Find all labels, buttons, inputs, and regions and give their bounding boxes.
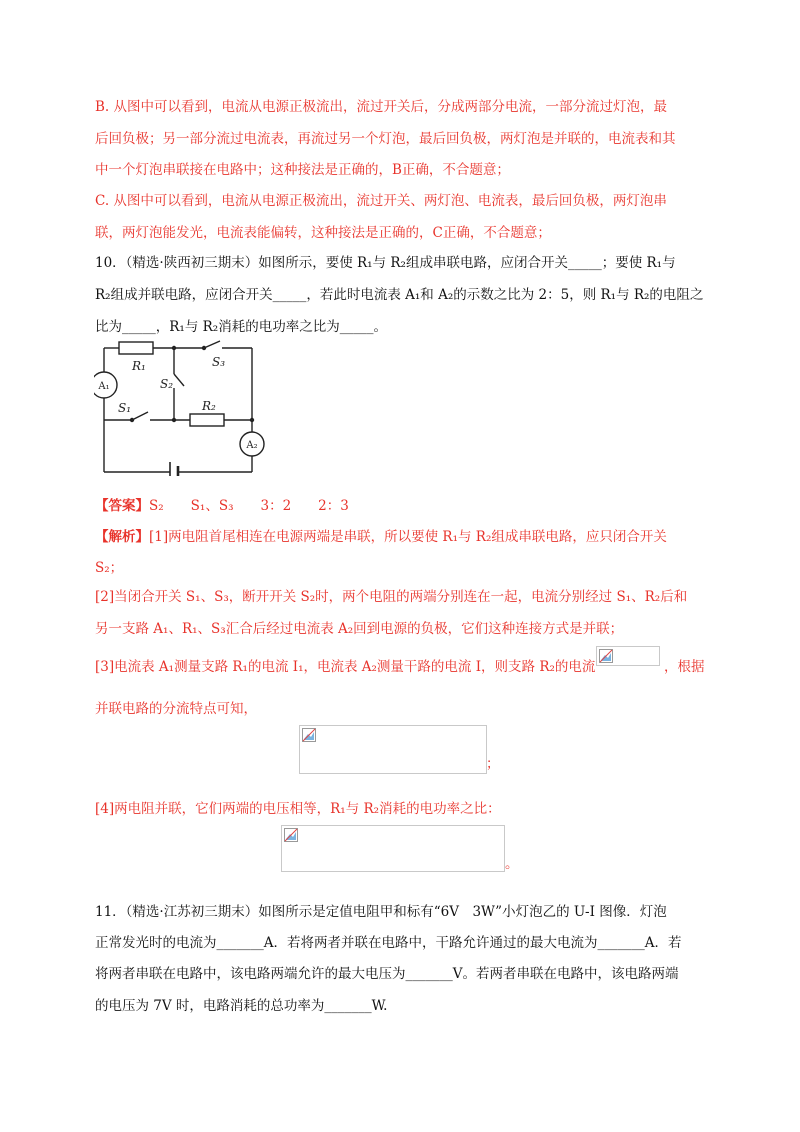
analysis-tag: 【解析】: [95, 529, 149, 545]
analysis-p2-line2: 另一支路 A₁、R₁、S₃汇合后经过电流表 A₂回到电源的负极，它们这种连接方式是并联；: [95, 621, 624, 637]
analysis-p3-line1a: [3]电流表 A₁测量支路 R₁的电流 I₁，电流表 A₂测量干路的电流 I，则支路 R₂的电流: [95, 659, 596, 675]
explanation-line-b1: B. 从图中可以看到，电流从电源正极流出，流过开关后，分成两部分电流，一部分流过灯泡，最: [95, 99, 668, 115]
explanation-line-b3: 中一个灯泡串联接在电路中；这种接法是正确的，B正确，不合题意；: [95, 162, 510, 178]
analysis-p3-line1b: ，根据: [664, 659, 705, 675]
broken-image-icon: [284, 828, 298, 842]
explanation-line-c2: 联，两灯泡能发光，电流表能偏转，这种接法是正确的，C正确，不合题意；: [95, 225, 551, 241]
resistor-r1-symbol: [119, 342, 153, 354]
formula-image-power-ratio: [281, 825, 505, 872]
formula-image-resistance-ratio: [299, 725, 487, 774]
question-10-line2: R₂组成并联电路，应闭合开关_____，若此时电流表 A₁和 A₂的示数之比为 2：5，则 R₁与 R₂的电阻之: [95, 287, 704, 303]
answer-tag: 【答案】: [95, 498, 149, 514]
explanation-line-b2: 后回负极；另一部分流过电流表，再流过另一个灯泡，最后回负极，两灯泡是并联的，电流表和其: [95, 131, 676, 147]
analysis-p1-line1: [1]两电阻首尾相连在电源两端是串联，所以要使 R₁与 R₂组成串联电路，应只闭合开关: [149, 529, 667, 545]
analysis-p3-line2: 并联电路的分流特点可知，: [95, 701, 257, 717]
analysis-line1: [95, 528, 667, 546]
question-10-line3: 比为_____，R₁与 R₂消耗的电功率之比为_____。: [95, 319, 387, 335]
resistor-r2-symbol: [190, 414, 224, 426]
question-11-line4: 的电压为 7V 时，电路消耗的总功率为_______W.: [95, 998, 388, 1014]
label-s1: S₁: [118, 401, 132, 415]
analysis-p4-line1: [4]两电阻并联，它们两端的电压相等，R₁与 R₂消耗的电功率之比：: [95, 801, 501, 817]
label-a1: A₁: [98, 381, 110, 392]
question-11-line2: 正常发光时的电流为_______A．若将两者并联在电路中，干路允许通过的最大电流为_______A．若: [95, 935, 682, 951]
analysis-p1-line2: S₂；: [95, 560, 124, 576]
analysis-p4-end: 。: [505, 856, 519, 872]
circuit-diagram: [94, 338, 266, 476]
label-s2: S₂: [160, 377, 174, 391]
question-11-line1: 11．（精选·江苏初三期末）如图所示是定值电阻甲和标有“6V 3W”小灯泡乙的 U-I 图像．灯泡: [95, 904, 667, 920]
label-a2: A₂: [246, 440, 258, 451]
question-11-line3: 将两者串联在电路中，该电路两端允许的最大电压为_______V。若两者串联在电路中，该电路两端: [95, 966, 679, 982]
broken-image-icon: [302, 728, 316, 742]
label-s3: S₃: [212, 355, 226, 369]
explanation-line-c1: C. 从图中可以看到，电流从电源正极流出，流过开关、两灯泡、电流表，最后回负极，两灯泡串: [95, 193, 667, 209]
question-10-line1: 10．（精选·陕西初三期末）如图所示，要使 R₁与 R₂组成串联电路，应闭合开关_____；要使 R₁与: [95, 255, 676, 271]
answer-line: [95, 497, 349, 515]
analysis-p3-end: ；: [486, 756, 500, 772]
answer-text: S₂ S₁、S₃ 3：2 2：3: [149, 498, 349, 514]
label-r2: R₂: [202, 399, 216, 413]
analysis-p2-line1: [2]当闭合开关 S₁、S₃，断开开关 S₂时，两个电阻的两端分别连在一起，电流分别经过 S₁、R₂后和: [95, 589, 688, 605]
label-r1: R₁: [132, 359, 146, 373]
formula-image-i2: [596, 646, 660, 666]
broken-image-icon: [599, 649, 613, 663]
